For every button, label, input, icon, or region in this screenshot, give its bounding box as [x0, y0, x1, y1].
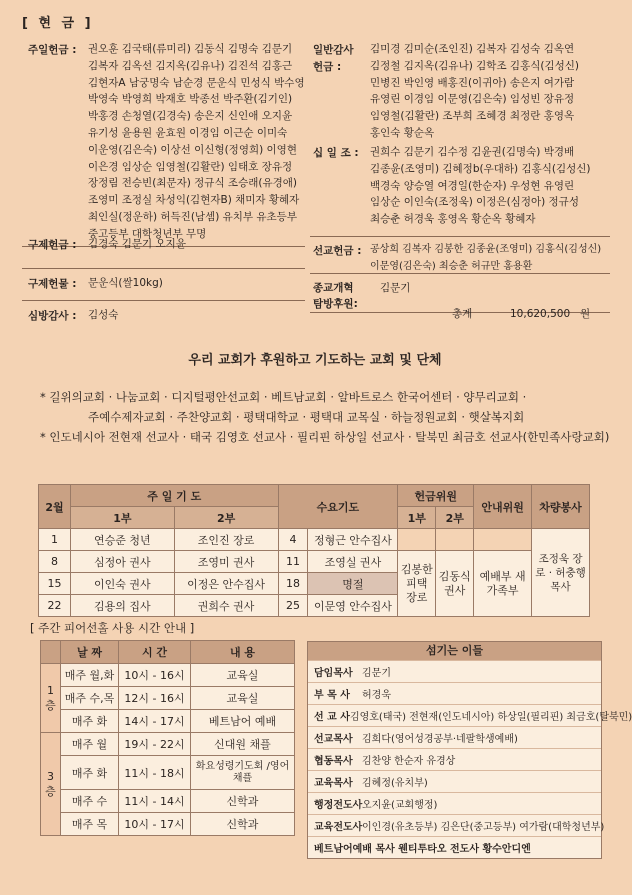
server-names: 베트남어예배 목사 웬티투타오 전도사 황수안디엔	[314, 844, 531, 855]
content-header: 내 용	[191, 641, 295, 664]
server-role: 행정전도사	[314, 800, 363, 811]
table-cell: 정형근 안수집사	[308, 529, 398, 551]
prayer-schedule-table	[38, 484, 590, 617]
name-line: 이문영(김은숙) 최승춘 허규만 홍용환	[370, 260, 533, 272]
table-cell: 매주 월,화	[61, 664, 119, 687]
name-line: 최승춘 허경욱 홍영옥 황순옥 황혜자	[370, 213, 536, 226]
table-cell: 이인숙 권사	[70, 573, 174, 595]
name-line: 김정철 김지옥(김유나) 김학조 김홍식(김성신)	[370, 59, 579, 72]
server-role: 교육목사	[314, 778, 353, 789]
name-line: 유영린 이경임 이문영(김은숙) 임성빈 장유정	[370, 93, 575, 106]
visit-thanks-label: 심방감사 :	[28, 310, 77, 322]
server-names: 김찬양 한순자 유경상	[362, 756, 456, 767]
table-cell: 22	[39, 595, 71, 617]
offering-first-header: 1부	[398, 507, 436, 529]
time-header: 시 간	[119, 641, 191, 664]
server-role: 협동목사	[314, 756, 353, 767]
name-line: 장정림 전승빈(최문자) 정규식 조승래(유경애)	[88, 177, 297, 190]
table-cell: 조영실 권사	[308, 551, 398, 573]
name-line: 민병진 박인영 배홍진(이귀아) 송은지 여가람	[370, 76, 575, 89]
support-title: 우리 교회가 후원하고 기도하는 교회 및 단체	[188, 353, 442, 368]
support-line: * 길위의교회 · 나눔교회 · 디지털평안선교회 · 베트남교회 · 알바트로스 한국어센터 · 양무리교회 ·	[40, 390, 527, 404]
table-cell: 매주 수,목	[61, 687, 119, 710]
server-role: 선교목사	[314, 734, 353, 745]
general-thanks-names	[370, 41, 579, 142]
name-line: 김미경 김미순(조인진) 김복자 김성숙 김옥연	[370, 43, 575, 55]
offering-section-title: [ 현 금 ]	[22, 16, 94, 31]
server-names: 김문기	[362, 668, 391, 679]
date-header: 날 짜	[61, 641, 119, 664]
hall-schedule-table	[40, 640, 295, 836]
first-service-header: 1부	[70, 507, 174, 529]
table-cell: 심정아 권사	[70, 551, 174, 573]
offering-second-names: 김동식 권사	[436, 551, 474, 617]
server-row	[308, 726, 601, 748]
table-cell: 신학과	[191, 813, 295, 836]
table-cell: 25	[278, 595, 308, 617]
name-line: 임영철(김활란) 조부희 조혜경 최정란 홍영옥	[370, 110, 575, 123]
general-thanks-label-2: 헌금 :	[313, 61, 342, 73]
name-line: 임상순 이인숙(조정욱) 이정은(심정아) 정규성	[370, 196, 579, 209]
name-line: 유기성 윤용원 윤효원 이경임 이근순 이미숙	[88, 126, 288, 139]
name-line: 홍인숙 황순옥	[370, 126, 435, 139]
table-cell: 조인진 장로	[174, 529, 278, 551]
table-cell: 연승준 청년	[70, 529, 174, 551]
table-cell: 12시 - 16시	[119, 687, 191, 710]
name-line: 이운영(김은숙) 이상선 이신형(정영희) 이영현	[88, 143, 297, 156]
relief-offering-label: 구제헌금 :	[28, 239, 77, 251]
relief-offering-names: 김경숙 김문기 오지윤	[88, 238, 186, 250]
name-line: 김현자A 남궁명숙 남순경 문운식 민성식 박수영	[88, 76, 305, 89]
server-role: 부 목 사	[314, 690, 350, 701]
server-names: 김영호(태국) 전현재(인도네시아) 하상일(필리핀) 최금호(탈북민)	[349, 712, 632, 723]
offering-second-header: 2부	[436, 507, 474, 529]
name-line: 박홍경 손청열(김경숙) 송은지 신인애 오지윤	[88, 110, 293, 123]
server-row	[308, 770, 601, 792]
name-line: 박영숙 박영희 박재호 박종선 박주환(김기인)	[88, 93, 293, 106]
name-line: 권희수 김문기 김수정 김윤권(김명숙) 박경배	[370, 146, 575, 158]
table-cell: 신학과	[191, 790, 295, 813]
table-cell-blank	[474, 529, 532, 551]
special-offering-label: 종교개혁	[313, 282, 354, 294]
table-cell: 1	[39, 529, 71, 551]
general-thanks-label: 일반감사	[313, 44, 354, 56]
vehicle-service-header: 차량봉사	[532, 485, 590, 529]
server-row	[308, 682, 601, 704]
special-offering-names: 김문기	[380, 282, 411, 294]
table-cell: 매주 화	[61, 756, 119, 790]
table-cell: 신대원 채플	[191, 733, 295, 756]
name-line: 김복자 김옥선 김지옥(김유나) 김진석 김홍근	[88, 59, 293, 72]
table-cell: 김용의 집사	[70, 595, 174, 617]
offering-first-names: 김봉한 피택 장로	[398, 551, 436, 617]
table-cell: 10시 - 16시	[119, 664, 191, 687]
server-names: 허경욱	[362, 690, 391, 701]
wednesday-prayer-header: 수요기도	[278, 485, 398, 529]
vehicle-names: 조정욱 장로 · 허충행 목사	[532, 529, 590, 617]
sunday-offering-names	[88, 41, 305, 243]
table-cell: 베트남어 예배	[191, 710, 295, 733]
table-cell: 명절	[308, 573, 398, 595]
mission-offering-label: 선교헌금 :	[313, 245, 362, 257]
name-line: 최인실(정운하) 허득진(남셈) 유치부 유초등부	[88, 210, 297, 223]
table-cell: 11시 - 14시	[119, 790, 191, 813]
relief-goods-label: 구제헌물 :	[28, 278, 77, 290]
table-cell: 19시 - 22시	[119, 733, 191, 756]
table-cell: 10시 - 17시	[119, 813, 191, 836]
server-names: 이인경(유초등부) 김은단(중고등부) 여가람(대학청년부)	[362, 822, 605, 833]
special-offering-label-2: 탐방후원:	[313, 298, 358, 310]
total-label: 총계	[452, 308, 473, 320]
server-row	[308, 792, 601, 814]
support-list	[40, 387, 609, 447]
month-header: 2월	[39, 485, 71, 529]
relief-goods-names: 문운식(쌀10kg)	[88, 277, 163, 289]
table-cell: 이정은 안수집사	[174, 573, 278, 595]
support-line: 주예수제자교회 · 주찬양교회 · 평택대학교 · 평택대 교목실 · 하늘정원교회 · 햇살복지회	[88, 410, 525, 424]
offering-committee-header: 헌금위원	[398, 485, 474, 507]
server-names: 오지윤(교회행정)	[362, 800, 438, 811]
tithe-label: 십 일 조 :	[313, 147, 359, 159]
table-cell: 교육실	[191, 664, 295, 687]
server-role: 교육전도사	[314, 822, 363, 833]
table-cell: 권희수 권사	[174, 595, 278, 617]
server-names: 김희다(영어성경공부·네팔학생예배)	[362, 734, 518, 745]
total-value: 10,620,500	[510, 308, 571, 320]
table-cell-blank	[398, 529, 436, 551]
table-cell: 매주 수	[61, 790, 119, 813]
table-cell: 매주 목	[61, 813, 119, 836]
name-line: 김종윤(조영미) 김혜정b(우대하) 김홍식(김성신)	[370, 162, 591, 175]
table-cell: 조영미 권사	[174, 551, 278, 573]
hall-schedule-title: [ 주간 피어선홀 사용 시간 안내 ]	[30, 621, 195, 635]
table-cell: 8	[39, 551, 71, 573]
name-line: 백경숙 양승열 여경일(한순자) 우성현 유영린	[370, 179, 575, 192]
table-cell: 이문영 안수집사	[308, 595, 398, 617]
server-row	[308, 704, 632, 726]
server-row	[308, 660, 601, 682]
divider	[310, 273, 610, 274]
mission-offering-names	[370, 242, 601, 276]
support-line: * 인도네시아 전현재 선교사 · 태국 김영호 선교사 · 필리핀 하상일 선교사 · 탈북민 최금호 선교사(한민족사랑교회)	[40, 430, 610, 444]
name-line: 조영미 조정실 차성익(김현자B) 채미자 황혜자	[88, 194, 300, 207]
floor-header	[41, 641, 61, 664]
servers-title: 섬기는 이들	[308, 642, 601, 660]
name-line: 이은경 임상순 임영철(김활란) 임태호 장유정	[88, 160, 293, 173]
visit-thanks-names: 김성숙	[88, 309, 119, 321]
second-service-header: 2부	[174, 507, 278, 529]
table-cell-blank	[436, 529, 474, 551]
usher-header: 안내위원	[474, 485, 532, 529]
table-cell: 매주 월	[61, 733, 119, 756]
name-line: 권오훈 김국태(류미리) 김동식 김명숙 김문기	[88, 43, 293, 55]
servers-box	[307, 641, 632, 859]
table-cell: 14시 - 17시	[119, 710, 191, 733]
divider	[22, 268, 305, 269]
name-line: 공상희 김복자 김봉한 김종윤(조영미) 김홍식(김성신)	[370, 244, 602, 255]
name-line: 중고등부 대학청년부 무명	[88, 227, 207, 240]
server-names: 김혜정(유치부)	[362, 778, 428, 789]
table-cell: 4	[278, 529, 308, 551]
tithe-names	[370, 144, 591, 228]
table-cell: 18	[278, 573, 308, 595]
sunday-prayer-header: 주 일 기 도	[70, 485, 278, 507]
table-cell: 11시 - 18시	[119, 756, 191, 790]
divider	[310, 236, 610, 237]
total-unit: 원	[580, 308, 591, 320]
floor-1-label: 1층	[41, 664, 61, 733]
server-row	[308, 748, 601, 770]
usher-names: 예배부 새가족부	[474, 551, 532, 617]
table-cell: 매주 화	[61, 710, 119, 733]
sunday-offering-label: 주일헌금 :	[28, 44, 77, 56]
server-row	[308, 836, 601, 858]
table-cell: 11	[278, 551, 308, 573]
server-role: 선 교 사	[314, 712, 350, 723]
server-row	[308, 814, 605, 836]
divider	[22, 300, 305, 301]
floor-3-label: 3층	[41, 733, 61, 836]
table-cell: 15	[39, 573, 71, 595]
server-role: 담임목사	[314, 668, 353, 679]
table-cell: 화요성령기도회 /영어채플	[191, 756, 295, 790]
table-cell: 교육실	[191, 687, 295, 710]
